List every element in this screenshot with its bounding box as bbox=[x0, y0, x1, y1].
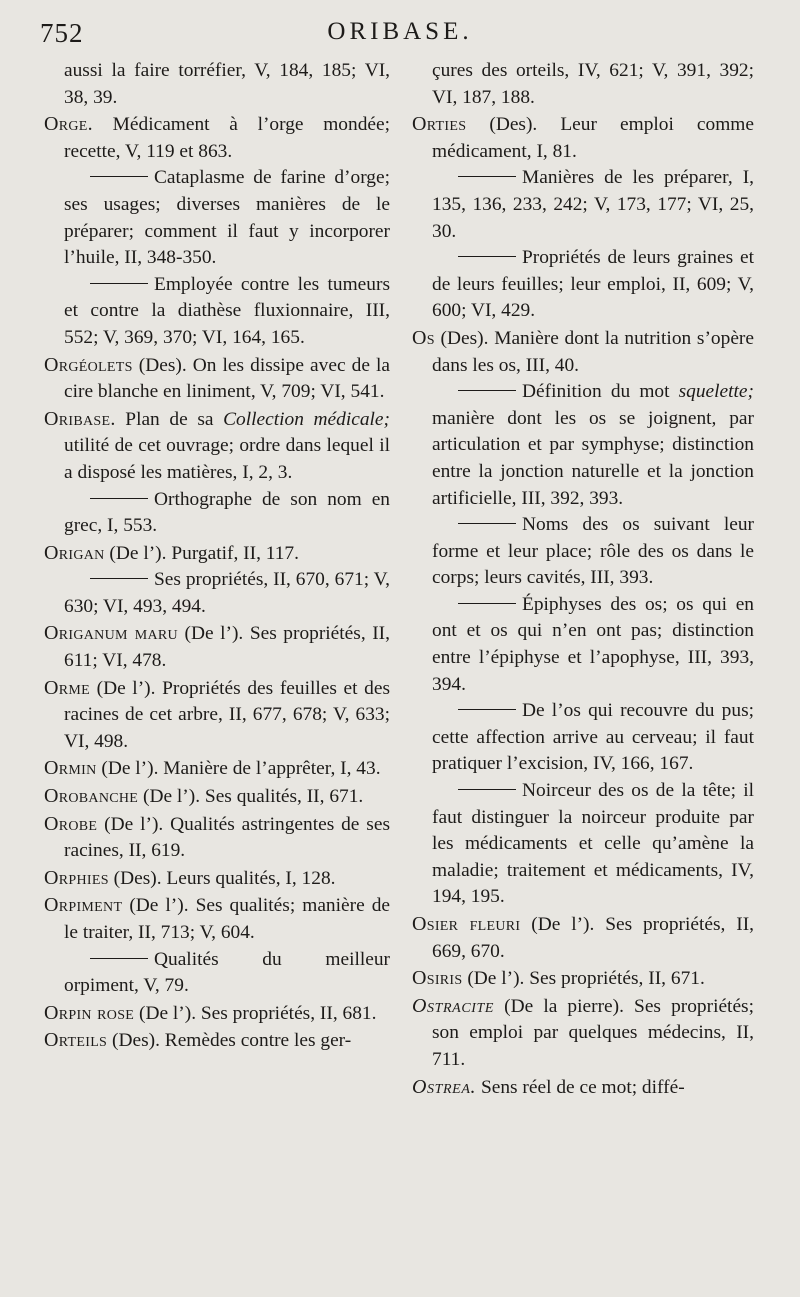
index-entry bbox=[412, 58, 754, 111]
index-entry bbox=[412, 778, 754, 911]
page-number: 752 bbox=[40, 18, 84, 48]
index-entry bbox=[44, 865, 390, 893]
entry-text: Cataplasme de farine d’orge; ses usages; diverses manières de le préparer; comment il faut y incorporer l’huile, II, 348-350. bbox=[64, 167, 390, 269]
entry-text: (De l’). Ses qualités, II, 671. bbox=[138, 786, 364, 808]
index-entry bbox=[44, 783, 390, 811]
entry-text: (De l’). Propriétés des feuilles et des racines de cet arbre, II, 677, 678; V, 633; VI, 498. bbox=[64, 677, 390, 752]
index-entry bbox=[44, 272, 390, 352]
right-column bbox=[412, 58, 754, 1101]
entry-text: (De l’). Purgatif, II, 117. bbox=[104, 542, 299, 564]
index-entry bbox=[412, 165, 754, 245]
index-entry bbox=[412, 698, 754, 778]
index-entry bbox=[412, 379, 754, 512]
index-entry bbox=[44, 487, 390, 540]
entry-italic-term: squelette; bbox=[678, 381, 754, 403]
entry-headword: Osiris bbox=[412, 967, 463, 990]
repeat-dash bbox=[458, 789, 516, 790]
entry-text: Orthographe de son nom en grec, I, 553. bbox=[64, 488, 390, 537]
index-entry bbox=[44, 352, 390, 406]
index-entry bbox=[44, 947, 390, 1000]
index-entry bbox=[412, 512, 754, 592]
entry-headword: Ostrea. bbox=[412, 1075, 477, 1098]
entry-text: (De l’). Ses qualités; manière de le traiter, II, 713; V, 604. bbox=[64, 895, 390, 943]
entry-text: Qualités du meilleur orpiment, V, 79. bbox=[64, 948, 390, 997]
entry-text: Plan de sa bbox=[115, 408, 224, 430]
entry-text: Épiphyses des os; os qui en ont et os qui n’en ont pas; distinction entre l’épiphyse et l’apophyse, III, 393, 394. bbox=[432, 593, 754, 695]
page-header bbox=[40, 14, 760, 54]
entry-text: (De l’). Ses propriétés, II, 669, 670. bbox=[432, 914, 754, 962]
repeat-dash bbox=[90, 958, 148, 959]
index-entry bbox=[44, 111, 390, 165]
entry-headword: Ostracite bbox=[412, 994, 495, 1017]
entry-text: (De l’). Qualités astringentes de ses racines, II, 619. bbox=[64, 813, 390, 862]
repeat-dash bbox=[458, 709, 516, 710]
entry-headword: Orobanche bbox=[44, 785, 139, 808]
entry-text: (Des). Leurs qualités, I, 128. bbox=[108, 867, 336, 889]
entry-headword: Orphies bbox=[44, 866, 109, 889]
repeat-dash bbox=[458, 603, 516, 604]
repeat-dash bbox=[458, 390, 516, 391]
entry-headword: Orgéolets bbox=[44, 353, 133, 376]
entry-headword: Oribase. bbox=[44, 407, 116, 430]
entry-text-tail: manière dont les os se joignent, par articulation et par symphyse; distinction entre la jonction naturelle et la jonction artificielle, III, 392, 393. bbox=[432, 407, 754, 509]
running-head: ORIBASE. bbox=[327, 18, 473, 45]
index-entry bbox=[44, 675, 390, 756]
repeat-dash bbox=[458, 176, 516, 177]
index-entry bbox=[412, 993, 754, 1074]
entry-text: Noirceur des os de la tête; il faut distinguer la noirceur produite par les médicaments et celle qu’amène la maladie; traitement et médicaments, IV, 194, 195. bbox=[432, 780, 754, 908]
entry-text: (Des). Remèdes contre les ger- bbox=[107, 1030, 352, 1052]
entry-italic-term: Collection médicale; bbox=[223, 408, 390, 430]
entry-text: Sens réel de ce mot; diffé- bbox=[476, 1076, 685, 1098]
entry-text: Définition du mot bbox=[522, 381, 679, 403]
index-entry bbox=[412, 111, 754, 165]
entry-headword: Orties bbox=[412, 113, 467, 136]
entry-text: çures des orteils, IV, 621; V, 391, 392; VI, 187, 188. bbox=[432, 60, 754, 108]
index-entry bbox=[412, 325, 754, 379]
entry-headword: Origan bbox=[44, 541, 105, 564]
entry-headword: Osier fleuri bbox=[412, 913, 521, 935]
index-entry bbox=[412, 245, 754, 325]
repeat-dash bbox=[90, 498, 148, 499]
index-entry bbox=[44, 620, 390, 674]
entry-text: Manières de les préparer, I, 135, 136, 233, 242; V, 173, 177; VI, 25, 30. bbox=[432, 167, 754, 242]
index-entry bbox=[44, 811, 390, 865]
entry-text: (De la pierre). Ses propriétés; son emploi par quelques médecins, II, 711. bbox=[432, 995, 754, 1070]
index-entry bbox=[44, 892, 390, 946]
entry-text: Ses propriétés, II, 670, 671; V, 630; VI, 493, 494. bbox=[64, 569, 390, 617]
entry-headword: Os bbox=[412, 326, 435, 349]
entry-headword: Origanum maru bbox=[44, 622, 178, 645]
entry-text: (De l’). Ses propriétés, II, 681. bbox=[134, 1002, 377, 1024]
entry-text: (De l’). Ses propriétés, II, 611; VI, 478. bbox=[64, 623, 390, 672]
entry-text: (Des). On les dissipe avec de la cire blanche en liniment, V, 709; VI, 541. bbox=[64, 354, 390, 403]
index-entry bbox=[44, 540, 390, 568]
entry-text: De l’os qui recouvre du pus; cette affection arrive au cerveau; il faut pratiquer l’excision, IV, 166, 167. bbox=[432, 700, 754, 775]
repeat-dash bbox=[458, 256, 516, 257]
index-entry bbox=[412, 965, 754, 993]
index-entry bbox=[44, 1000, 390, 1028]
index-entry bbox=[44, 58, 390, 111]
index-entry bbox=[44, 755, 390, 783]
index-entry bbox=[412, 592, 754, 698]
entry-text-tail: utilité de cet ouvrage; ordre dans lequel il a disposé les matières, I, 2, 3. bbox=[64, 435, 390, 483]
entry-headword: Orpiment bbox=[44, 894, 123, 917]
index-entry bbox=[44, 165, 390, 271]
repeat-dash bbox=[90, 283, 148, 284]
repeat-dash bbox=[458, 523, 516, 524]
entry-headword: Orteils bbox=[44, 1029, 108, 1052]
index-entry bbox=[412, 911, 754, 965]
entry-text: (Des). Manière dont la nutrition s’opère dans les os, III, 40. bbox=[432, 327, 754, 376]
entry-text: Noms des os suivant leur forme et leur place; rôle des os dans le corps; leurs cavités, III, 393. bbox=[432, 514, 754, 589]
repeat-dash bbox=[90, 176, 148, 177]
entry-text: Médicament à l’orge mondée; recette, V, 119 et 863. bbox=[64, 114, 390, 162]
entry-text: (Des). Leur emploi comme médicament, I, 81. bbox=[432, 114, 754, 162]
index-entry bbox=[44, 567, 390, 620]
index-entry bbox=[44, 406, 390, 487]
entry-text: Propriétés de leurs graines et de leurs feuilles; leur emploi, II, 609; V, 600; VI, 429. bbox=[432, 247, 754, 322]
entry-headword: Orge. bbox=[44, 113, 93, 136]
entry-headword: Orme bbox=[44, 676, 90, 699]
entry-headword: Ormin bbox=[44, 757, 97, 780]
entry-text: (De l’). Ses propriétés, II, 671. bbox=[462, 968, 705, 990]
entry-text: (De l’). Manière de l’apprêter, I, 43. bbox=[96, 758, 381, 780]
entry-text: Employée contre les tumeurs et contre la diathèse fluxionnaire, III, 552; V, 369, 370; VI, 164, 165. bbox=[64, 273, 390, 348]
entry-text: aussi la faire torréfier, V, 184, 185; VI, 38, 39. bbox=[64, 60, 390, 108]
index-entry bbox=[412, 1074, 754, 1102]
entry-headword: Orpin rose bbox=[44, 1001, 135, 1024]
repeat-dash bbox=[90, 578, 148, 579]
index-entry bbox=[44, 1027, 390, 1055]
left-column bbox=[44, 58, 390, 1055]
entry-headword: Orobe bbox=[44, 812, 98, 835]
